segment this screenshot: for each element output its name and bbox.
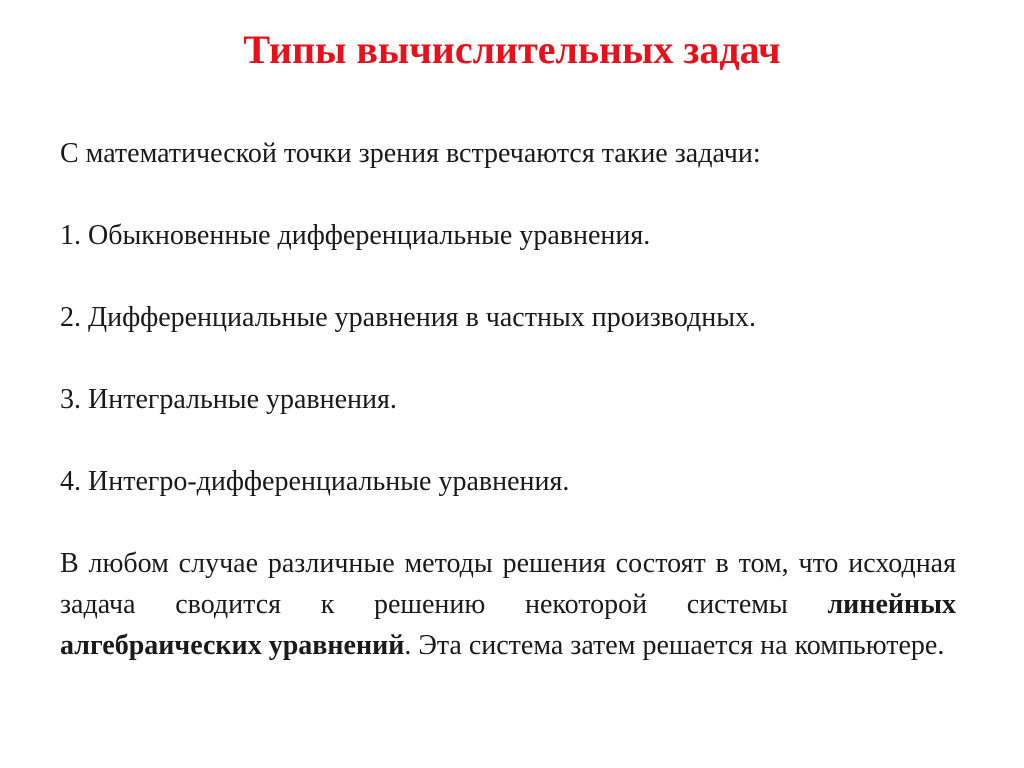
list-item: 1. Обыкновенные дифференциальные уравнения.: [60, 220, 651, 251]
list-item: 2. Дифференциальные уравнения в частных производных.: [60, 302, 757, 333]
spacer: [60, 420, 956, 461]
conclusion-text-after: . Эта система затем решается на компьютере.: [404, 630, 945, 661]
list-item: 3. Интегральные уравнения.: [60, 384, 397, 415]
intro-text: С математической точки зрения встречаются такие задачи:: [60, 138, 761, 169]
conclusion-bold-term: линейных алгебраических уравнений: [60, 589, 956, 661]
conclusion-text-before: В любом случае различные методы решения состоят в том, что исходная задача сводится к решению некоторой системы: [60, 548, 956, 620]
spacer: [60, 338, 956, 379]
slide-title: Типы вычислительных задач: [243, 27, 781, 72]
spacer: [60, 502, 956, 543]
conclusion-paragraph: [60, 543, 956, 666]
spacer: [60, 174, 956, 215]
slide-content: [60, 133, 956, 666]
list-item: 4. Интегро-дифференциальные уравнения.: [60, 466, 570, 497]
spacer: [60, 256, 956, 297]
